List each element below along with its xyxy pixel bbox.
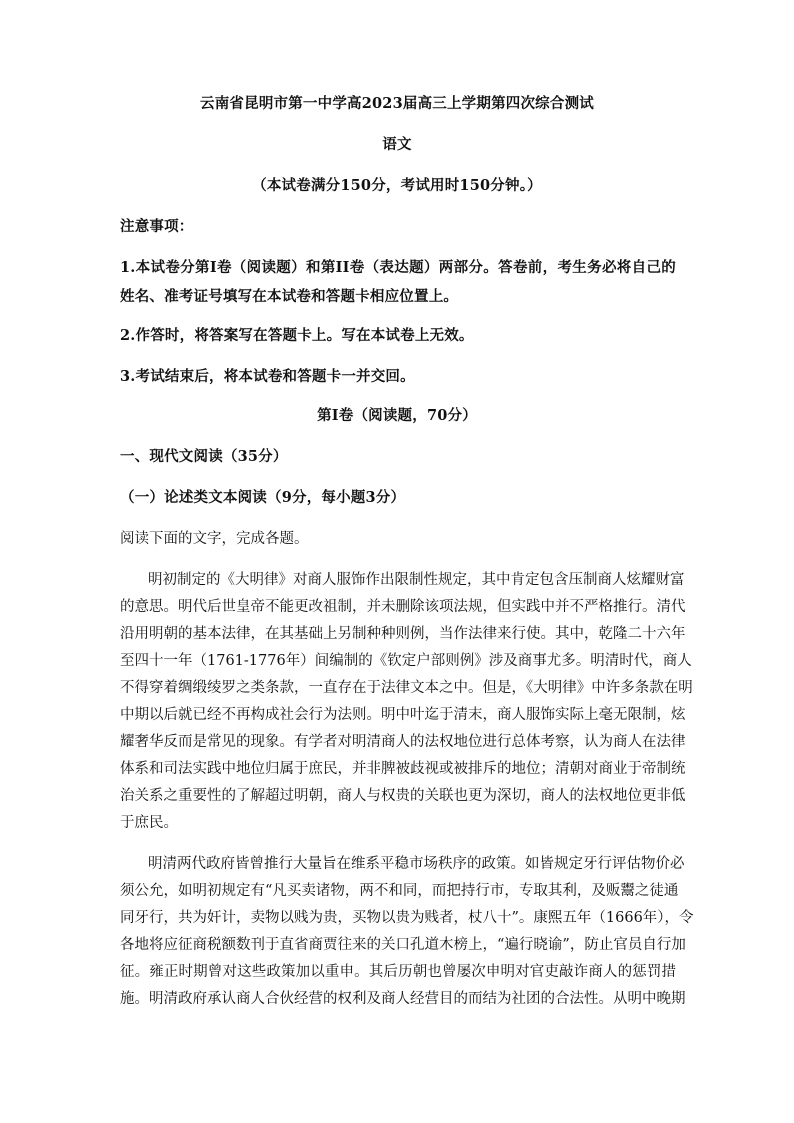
reading-instruction: 阅读下面的文字，完成各题。 <box>120 531 309 547</box>
paragraph-1-line: 沿用明朝的基本法律，在其基础上另制种种则例，当作法律来行使。其中，乾隆二十六年 <box>120 626 686 642</box>
paragraph-2-line: 须公允，如明初规定有“凡买卖诸物，两不和同，而把持行市，专取其利，及贩鬻之徒通 <box>120 883 679 899</box>
exam-subtitle: （本试卷满分150分，考试用时150分钟。） <box>252 177 542 194</box>
paragraph-1-line: 不得穿着绸缎绫罗之类条款，一直存在于法律文本之中。但是，《大明律》中许多条款在明 <box>120 680 693 696</box>
paragraph-2-line: 征。雍正时期曾对这些政策加以重申。其后历朝也曾屡次申明对官吏敲诈商人的惩罚措 <box>120 964 676 980</box>
paragraph-1-line: 的意思。明代后世皇帝不能更改祖制，并未删除该项法规，但实践中并不严格推行。清代 <box>120 599 686 615</box>
exam-title: 云南省昆明市第一中学高2023届高三上学期第四次综合测试 <box>200 95 594 112</box>
paragraph-1-line: 于庶民。 <box>120 815 178 831</box>
notice-item-1-line-1: 1.本试卷分第I卷（阅读题）和第II卷（表达题）两部分。答卷前，考生务必将自己的 <box>120 259 676 276</box>
paragraph-1-line: 至四十一年（1761-1776年）间编制的《钦定户部则例》涉及商事尤多。明清时代，商人 <box>120 653 692 669</box>
paragraph-2-line: 同牙行，共为奸计，卖物以贱为贵，买物以贵为贱者，杖八十”。康熙五年（1666年），令 <box>120 910 694 926</box>
notice-item-2: 2.作答时，将答案写在答题卡上。写在本试卷上无效。 <box>120 327 474 344</box>
subject-title: 语文 <box>382 136 412 153</box>
paragraph-1-line: 体系和司法实践中地位归属于庶民，并非脾被歧视或被排斥的地位；清朝对商业于帝制统 <box>120 761 686 777</box>
notice-item-1-line-2: 姓名、准考证号填写在本试卷和答题卡相应位置上。 <box>120 288 459 305</box>
paragraph-1-line: 明初制定的《大明律》对商人服饰作出限制性规定，其中肯定包含压制商人炫耀财富 <box>148 572 685 588</box>
paragraph-1-line: 治关系之重要性的了解超过明朝，商人与权贵的关联也更为深切，商人的法权地位更非低 <box>120 788 686 804</box>
notice-item-3: 3.考试结束后，将本试卷和答题卡一并交回。 <box>120 368 415 385</box>
subsection-1-heading: （一）论述类文本阅读（9分，每小题3分） <box>120 489 406 506</box>
section-1-heading: 一、现代文阅读（35分） <box>120 448 288 465</box>
part-1-heading: 第I卷（阅读题，70分） <box>317 407 477 424</box>
paragraph-2-line: 明清两代政府皆曾推行大量旨在维系平稳市场秩序的政策。如皆规定牙行评估物价必 <box>148 856 685 872</box>
paragraph-1-line: 中期以后就已经不再构成社会行为法则。明中叶迄于清末，商人服饰实际上毫无限制，炫 <box>120 707 686 723</box>
paragraph-2-line: 施。明清政府承认商人合伙经营的权利及商人经营目的而结为社团的合法性。从明中晚期 <box>120 991 686 1007</box>
paragraph-2-line: 各地将应征商税额数刊于直省商贾往来的关口孔道木榜上，“遍行晓谕”，防止官员自行加 <box>120 937 686 953</box>
notice-heading: 注意事项： <box>120 218 194 235</box>
paragraph-1-line: 耀奢华反而是常见的现象。有学者对明清商人的法权地位进行总体考察，认为商人在法律 <box>120 734 686 750</box>
